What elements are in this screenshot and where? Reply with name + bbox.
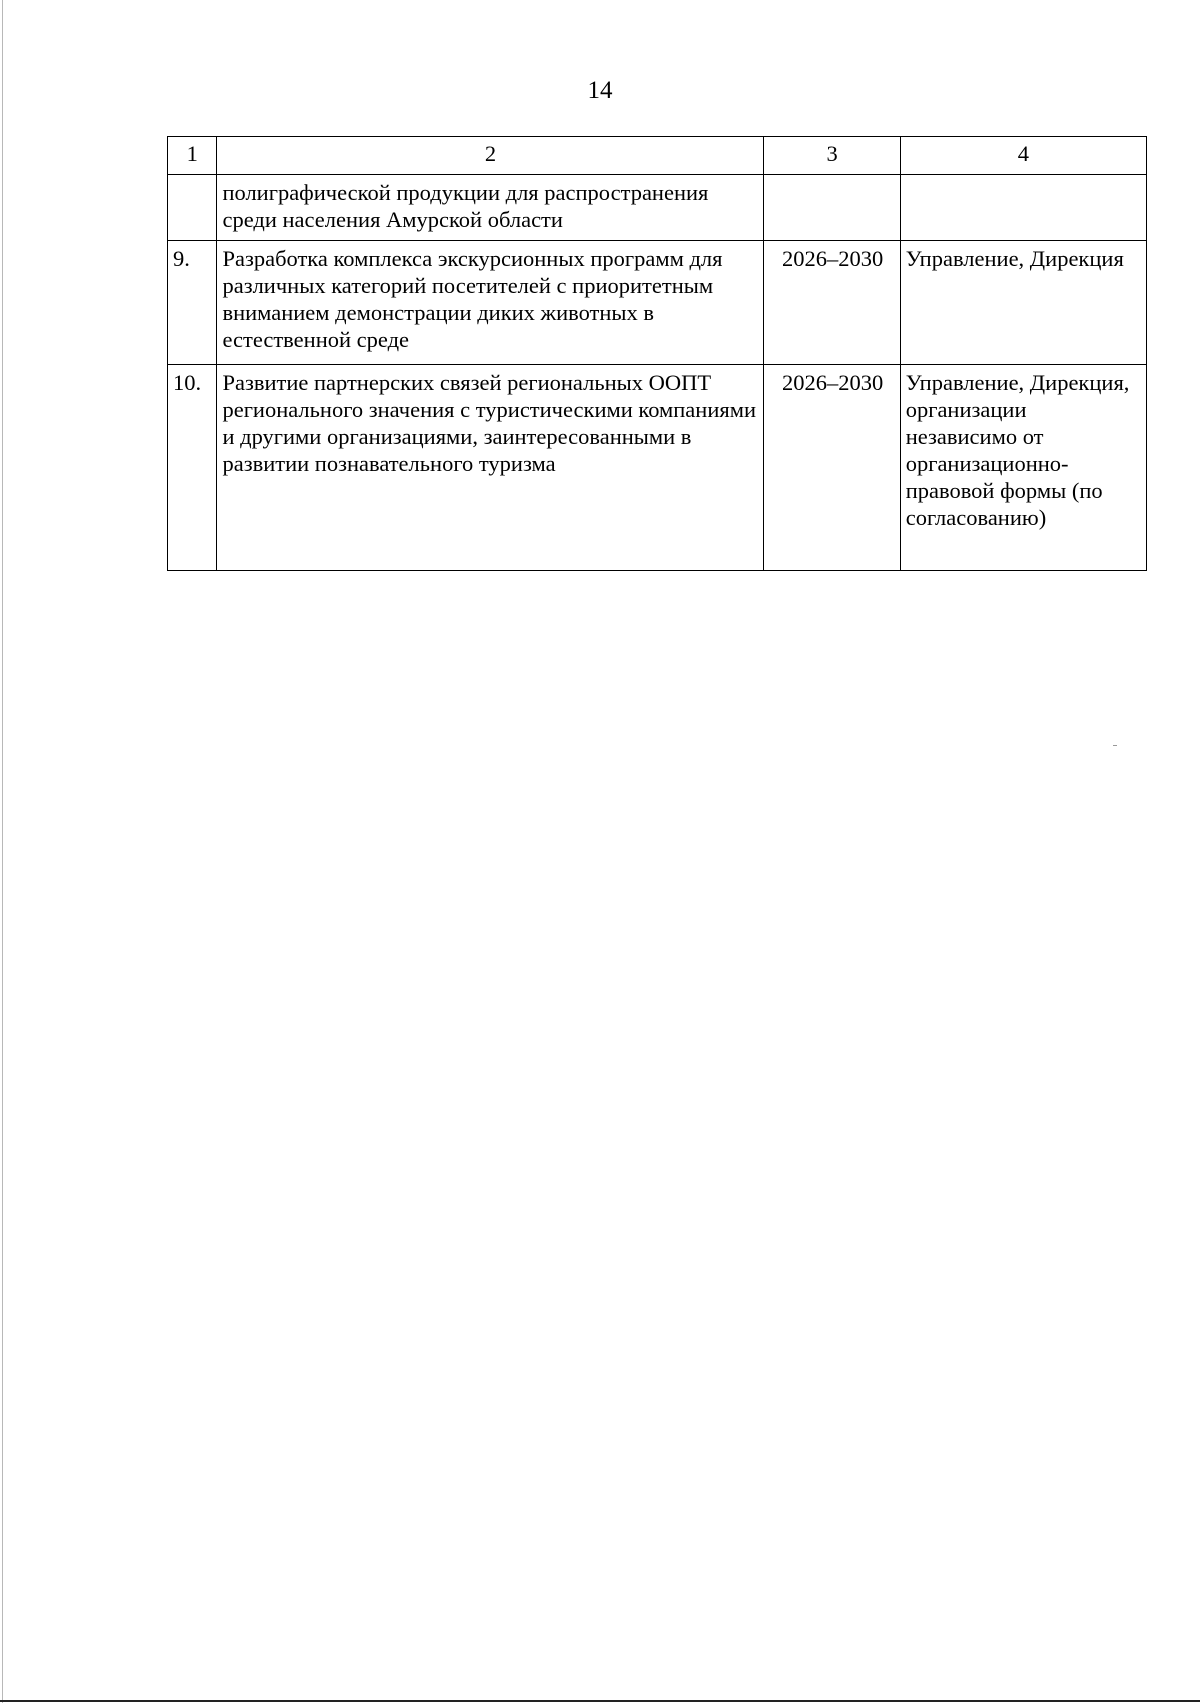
table-row (168, 241, 1147, 365)
header-cell-2: 2 (217, 137, 764, 175)
responsible-cell: Управление, Дирекция, организации независимо от организационно-правовой формы (по согласованию) (900, 365, 1146, 571)
period-cell (764, 175, 900, 241)
row-number-cell: 10. (168, 365, 217, 571)
period-cell: 2026–2030 (764, 365, 900, 571)
page-number: 14 (587, 77, 613, 104)
header-cell-4: 4 (900, 137, 1146, 175)
description-cell: Развитие партнерских связей региональных ООПТ регионального значения с туристическими компаниями и другими организациями, заинтересованными в развитии познавательного туризма (217, 365, 764, 571)
header-cell-3: 3 (764, 137, 900, 175)
table-header-row (168, 137, 1147, 175)
responsible-cell: Управление, Дирекция (900, 241, 1146, 365)
table-row (168, 175, 1147, 241)
measures-table (167, 136, 1147, 571)
scan-left-edge (2, 0, 3, 1703)
responsible-cell (900, 175, 1146, 241)
row-number-cell (168, 175, 217, 241)
description-cell: Разработка комплекса экскурсионных программ для различных категорий посетителей с приоритетным вниманием демонстрации диких животных в естественной среде (217, 241, 764, 365)
table-row (168, 365, 1147, 571)
scan-speck (1113, 745, 1117, 746)
header-cell-1: 1 (168, 137, 217, 175)
row-number-cell: 9. (168, 241, 217, 365)
description-cell: полиграфической продукции для распространения среди населения Амурской области (217, 175, 764, 241)
scan-bottom-edge (0, 1700, 1200, 1702)
period-cell: 2026–2030 (764, 241, 900, 365)
